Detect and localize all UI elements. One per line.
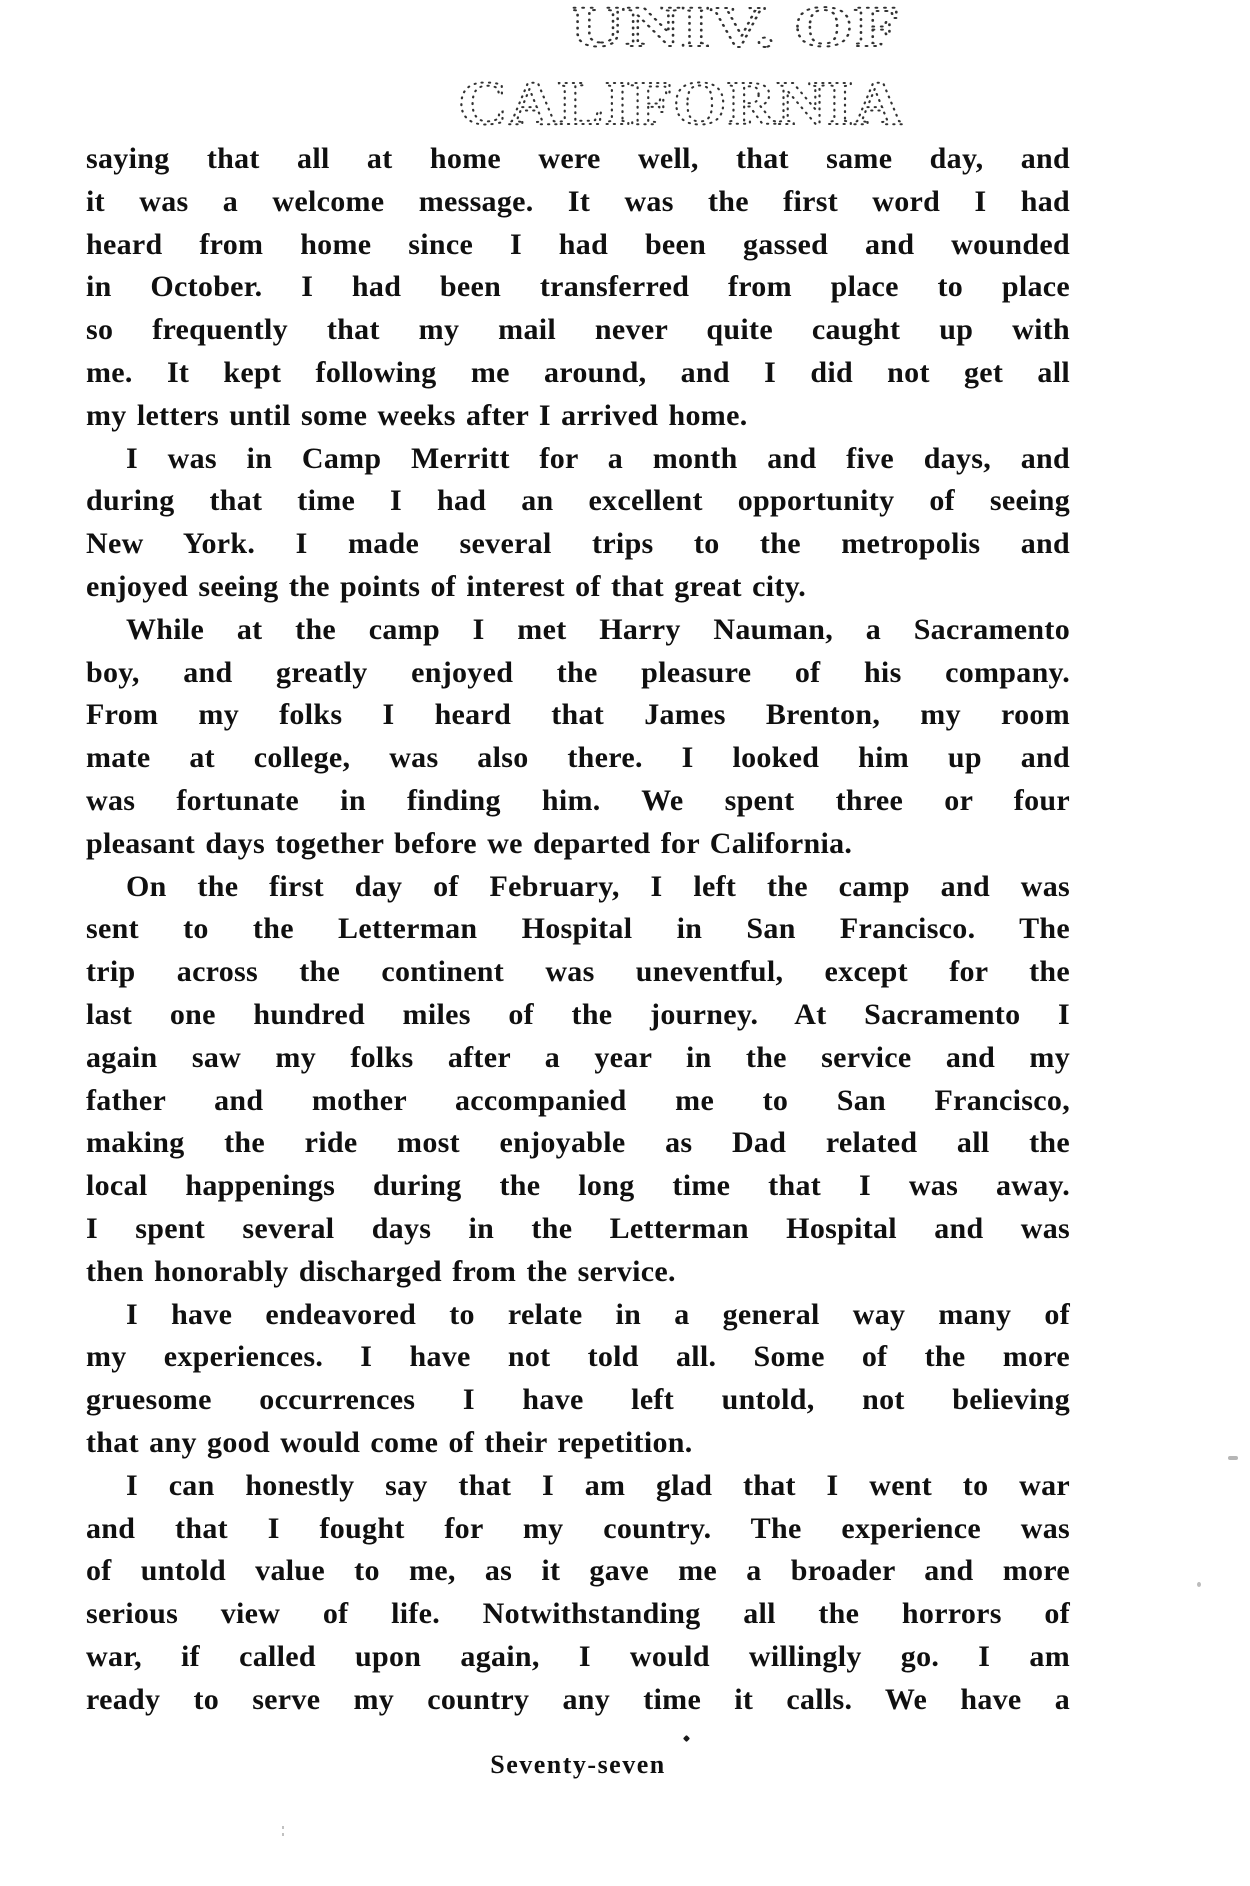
text-line: gruesome occurrences I have left untold, not believing xyxy=(86,1383,1070,1417)
text-line: I was in Camp Merritt for a month and five days, and xyxy=(126,441,1070,475)
stamp-line-1: UNIV. OF xyxy=(570,0,900,59)
text-line: trip across the continent was uneventful, except for the xyxy=(86,955,1070,989)
text-line: last one hundred miles of the journey. At Sacramento I xyxy=(86,997,1070,1031)
text-line: heard from home since I had been gassed and wounded xyxy=(86,227,1070,261)
text-line: I can honestly say that I am glad that I went to war xyxy=(126,1468,1070,1502)
text-line: sent to the Letterman Hospital in San Francisco. The xyxy=(86,912,1070,946)
text-line: saying that all at home were well, that same day, and xyxy=(86,142,1070,175)
text-line: in October. I had been transferred from place to place xyxy=(86,270,1070,304)
text-line: serious view of life. Notwithstanding all the horrors of xyxy=(86,1597,1070,1631)
text-line: mate at college, was also there. I looked him up and xyxy=(86,741,1070,775)
text-line: that any good would come of their repetition. xyxy=(86,1425,693,1459)
text-line: during that time I had an excellent opportunity of seeing xyxy=(86,484,1070,518)
text-line: On the first day of February, I left the camp and was xyxy=(126,869,1070,903)
text-line: again saw my folks after a year in the service and my xyxy=(86,1040,1070,1074)
stamp-line-2: CALIFORNIA xyxy=(458,70,904,138)
text-line: I spent several days in the Letterman Hospital and was xyxy=(86,1211,1070,1245)
text-line: was fortunate in finding him. We spent three or four xyxy=(86,783,1070,817)
text-line: me. It kept following me around, and I did not get all xyxy=(86,355,1070,389)
text-line: father and mother accompanied me to San Francisco, xyxy=(86,1083,1070,1117)
text-line: New York. I made several trips to the metropolis and xyxy=(86,527,1070,561)
univ-of-california-perforation-stamp xyxy=(0,0,1250,144)
text-line: I have endeavored to relate in a general way many of xyxy=(126,1297,1070,1331)
text-line: While at the camp I met Harry Nauman, a Sacramento xyxy=(126,612,1070,646)
text-line: and that I fought for my country. The experience was xyxy=(86,1511,1070,1545)
text-line: enjoyed seeing the points of interest of that great city. xyxy=(86,569,807,603)
text-line: making the ride most enjoyable as Dad related all the xyxy=(86,1126,1070,1160)
text-line: my letters until some weeks after I arrived home. xyxy=(86,398,748,432)
scan-speck-icon xyxy=(282,1826,284,1829)
scan-speck-icon xyxy=(1197,1582,1201,1587)
text-line: ready to serve my country any time it calls. We have a xyxy=(86,1682,1070,1716)
text-line: so frequently that my mail never quite caught up with xyxy=(86,313,1070,347)
body-text xyxy=(86,138,1070,1721)
scan-speck-icon xyxy=(683,1735,690,1742)
text-line: of untold value to me, as it gave me a broader and more xyxy=(86,1554,1070,1588)
text-line: war, if called upon again, I would willingly go. I am xyxy=(86,1639,1070,1673)
text-line: pleasant days together before we departed for California. xyxy=(86,826,853,860)
text-line: local happenings during the long time that I was away. xyxy=(86,1169,1070,1203)
text-line: it was a welcome message. It was the first word I had xyxy=(86,184,1070,218)
text-line: my experiences. I have not told all. Some of the more xyxy=(86,1340,1070,1374)
scan-speck-icon xyxy=(1228,1456,1238,1460)
text-line: From my folks I heard that James Brenton, my room xyxy=(86,698,1070,732)
text-line: boy, and greatly enjoyed the pleasure of his company. xyxy=(86,655,1070,689)
text-line: then honorably discharged from the service. xyxy=(86,1254,676,1288)
page-number-footer: Seventy-seven xyxy=(490,1750,666,1779)
